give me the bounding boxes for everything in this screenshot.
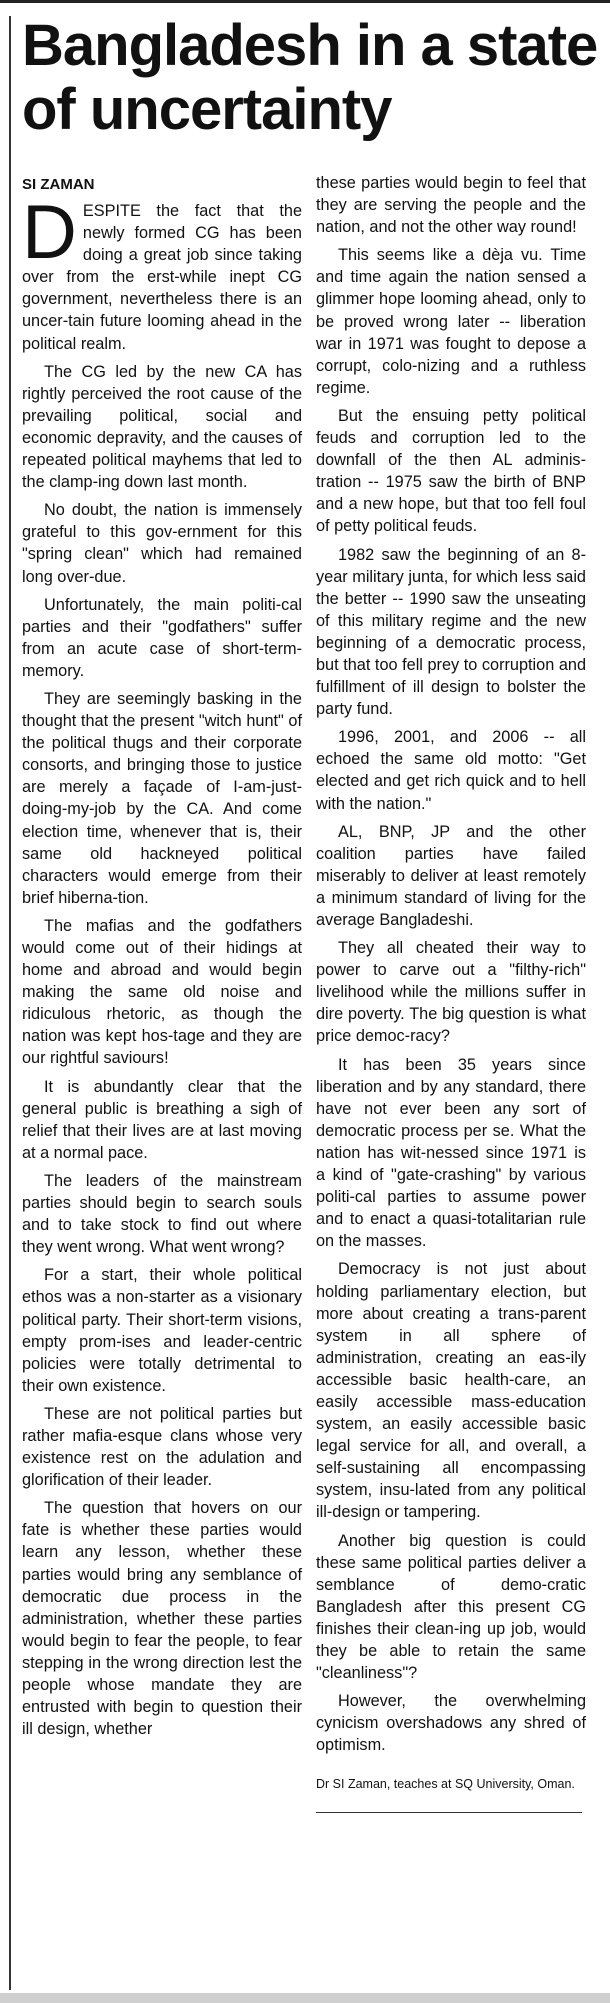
paragraph-1 bbox=[22, 190, 302, 355]
drop-cap: D bbox=[22, 190, 77, 275]
paragraph: 1996, 2001, and 2006 -- all echoed the same old motto: "Get elected and get rich quick and to hell with the nation." bbox=[316, 728, 586, 813]
paragraph: They all cheated their way to power to carve out a "filthy-rich" livelihood while the millions suffer in dire poverty. The big question is what price democ-racy? bbox=[316, 939, 586, 1046]
paragraph: The mafias and the godfathers would come out of their hidings at home and abroad and would begin making the same old noise and ridiculous rhetoric, as though the nation was kept hos-tage and they are our rightful saviours! bbox=[22, 916, 302, 1068]
paragraph: It is abundantly clear that the general public is breathing a sigh of relief that their lives are at last moving at a normal pace. bbox=[22, 1077, 302, 1162]
byline: SI ZAMAN bbox=[22, 176, 95, 193]
paragraph: The leaders of the mainstream parties should begin to search souls and to take stock to find out where they went wrong. What went wrong? bbox=[22, 1171, 302, 1257]
paragraph: 1982 saw the beginning of an 8-year military junta, for which less said the better -- 1990 saw the unseating of this military regime and the new beginning of a democratic process, but that too fell prey to corruption and fulfillment of ill design to bolster the party fund. bbox=[316, 545, 586, 719]
paragraph: For a start, their whole political ethos was a non-starter as a visionary political party. Their short-term visions, empty prom-ises and leader-centric policies were totally detrimental to their own existence. bbox=[22, 1266, 302, 1395]
paragraph: However, the overwhelming cynicism overshadows any shred of optimism. bbox=[316, 1692, 586, 1755]
paragraph: No doubt, the nation is immensely grateful to this gov-ernment for this "spring clean" which had remained long over-due. bbox=[22, 501, 302, 586]
paragraph: The question that hovers on our fate is whether these parties would learn any lesson, whether these parties would bring any semblance of democratic due process in the administration, whether these parties would begin to fear the people, to fear stepping in the wrong direction lest the people whose mandate they are entrusted with begin to question their ill design, whether bbox=[22, 1499, 302, 1739]
paragraph-text: ESPITE the fact that the newly formed CG has been doing a great job since taking over from the erst-while inept CG government, nevertheless there is an uncer-tain future looming ahead in the political realm. bbox=[22, 202, 302, 353]
article-column-right bbox=[316, 172, 586, 1813]
top-rule bbox=[0, 0, 610, 3]
author-credit: Dr SI Zaman, teaches at SQ University, Oman. bbox=[316, 1777, 575, 1792]
paragraph: This seems like a dèja vu. Time and time again the nation sensed a glimmer hope looming ahead, only to be proved wrong later -- liberation war in 1971 was fought to depose a corrupt, colo-nizing and a ruthless regime. bbox=[316, 246, 586, 397]
paragraph: these parties would begin to feel that they are serving the people and the nation, and not the other way round! bbox=[316, 174, 586, 237]
paragraph: AL, BNP, JP and the other coalition parties have failed miserably to deliver at least remotely a minimum standard of living for the average Bangladeshi. bbox=[316, 822, 586, 929]
left-column-rule bbox=[9, 16, 11, 1990]
end-rule bbox=[316, 1812, 582, 1813]
paragraph: They are seemingly basking in the thought that the present "witch hunt" of the political thugs and their corporate consorts, and bringing those to justice are merely a façade of I-am-just-doing-my-job by the CA. And come election time, whenever that is, their same old hackneyed political characters would emerge from their brief hiberna-tion. bbox=[22, 689, 302, 907]
bottom-strip bbox=[0, 1993, 610, 2003]
paragraph: These are not political parties but rather mafia-esque clans whose very existence rest on the adulation and glorification of their leader. bbox=[22, 1404, 302, 1490]
paragraph: Unfortunately, the main politi-cal parties and their "godfathers" suffer from an acute case of short-term-memory. bbox=[22, 595, 302, 680]
paragraph: Democracy is not just about holding parliamentary election, but more about creating a trans-parent system in all sphere of administration, creating an eas-ily accessible basic health-care, an easily accessible mass-education system, an easily accessible basic legal service for all, and overall, a self-sustaining all encompassing system, insu-lated from any political ill-design or tampering. bbox=[316, 1260, 586, 1522]
article-column-left bbox=[22, 190, 302, 1746]
paragraph: It has been 35 years since liberation and by any standard, there have not ever been any sort of democratic process per se. What the nation has wit-nessed since 1971 is a kind of "gate-crashing" by various politi-cal parties to assume power and to enact a quasi-totalitarian rule on the masses. bbox=[316, 1055, 586, 1251]
paragraph: But the ensuing petty political feuds and corruption led to the downfall of the then AL adminis-tration -- 1975 saw the birth of BNP and a new hope, but that too fell foul of petty political feuds. bbox=[316, 406, 586, 536]
headline: Bangladesh in a state of uncertainty bbox=[22, 13, 598, 142]
paragraph: Another big question is could these same political parties deliver a semblance of demo-cratic Bangladesh after this present CG finishes their clean-ing up job, would they be able to retain the same "cleanliness"? bbox=[316, 1531, 586, 1683]
paragraph: The CG led by the new CA has rightly perceived the root cause of the prevailing political, social and economic depravity, and the causes of repeated political mayhems that led to the clamp-ing down last month. bbox=[22, 362, 302, 492]
